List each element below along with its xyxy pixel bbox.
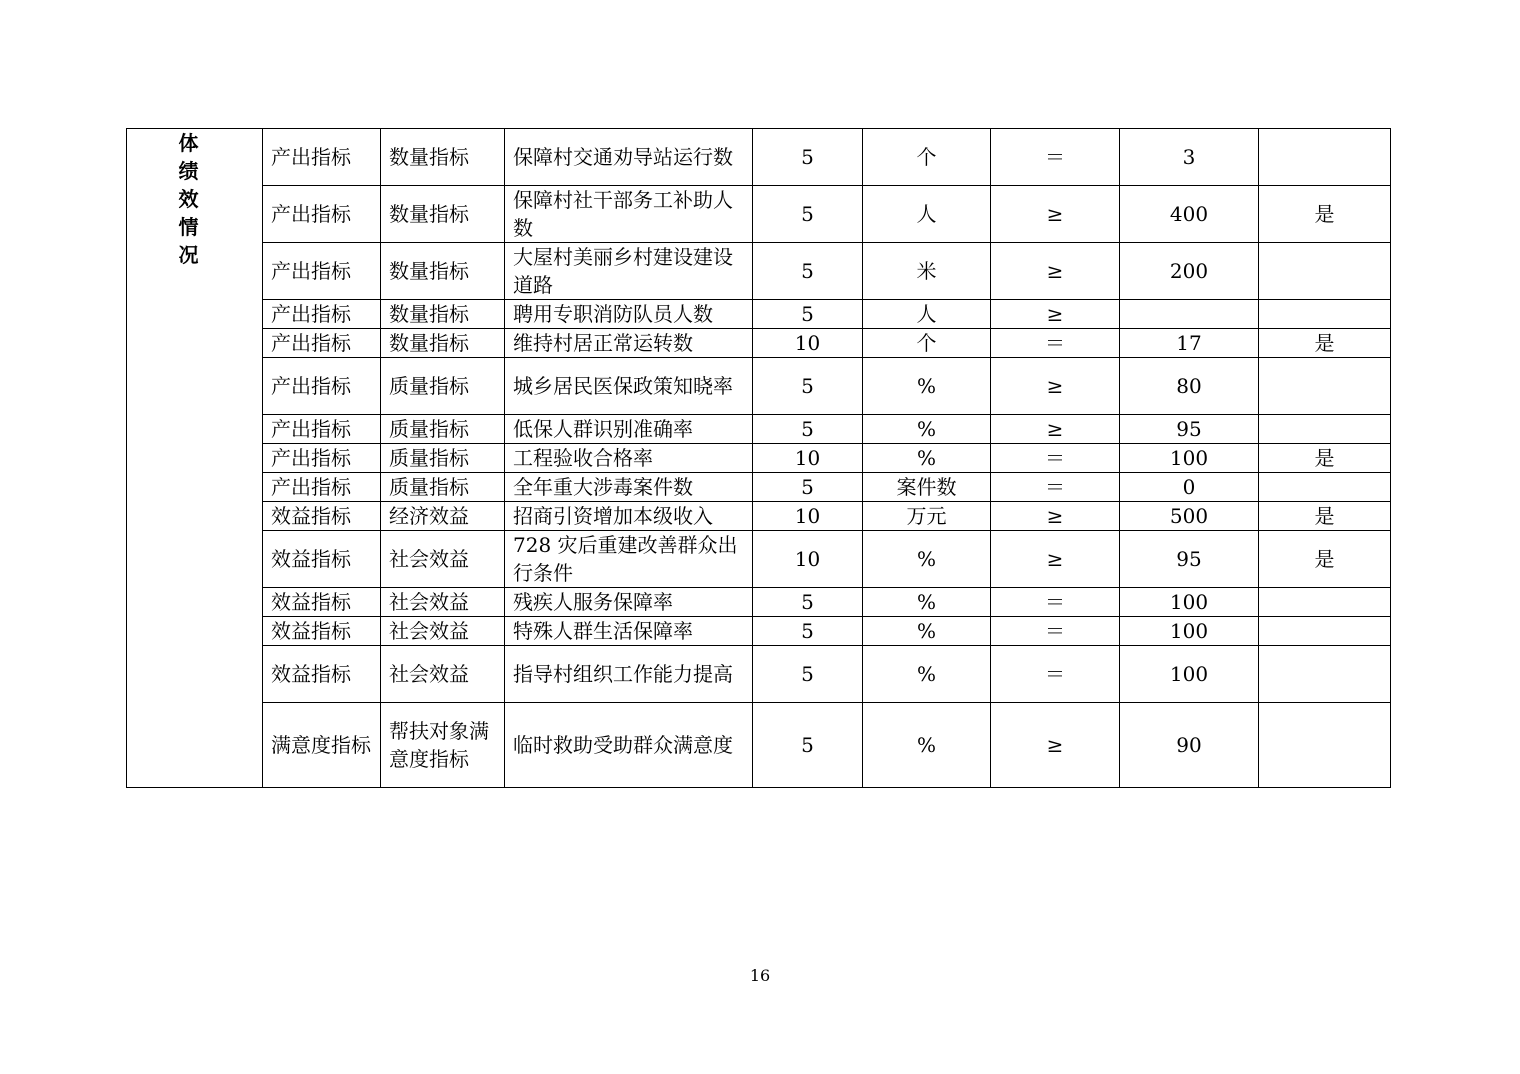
indicator-weight: 5 — [753, 588, 863, 617]
indicator-operator: ＝ — [991, 617, 1120, 646]
indicator-level1: 产出指标 — [263, 129, 381, 186]
indicator-weight: 10 — [753, 444, 863, 473]
indicator-target: 100 — [1120, 588, 1259, 617]
table-row — [127, 329, 1391, 358]
indicator-weight: 5 — [753, 415, 863, 444]
indicator-level2: 社会效益 — [381, 617, 505, 646]
indicator-level1: 满意度指标 — [263, 703, 381, 788]
indicator-level1: 产出指标 — [263, 415, 381, 444]
indicator-weight: 5 — [753, 129, 863, 186]
indicator-core-flag: 是 — [1259, 531, 1391, 588]
indicator-level2: 质量指标 — [381, 444, 505, 473]
indicator-level1: 产出指标 — [263, 473, 381, 502]
indicator-name: 招商引资增加本级收入 — [505, 502, 753, 531]
indicator-core-flag — [1259, 473, 1391, 502]
indicator-name: 特殊人群生活保障率 — [505, 617, 753, 646]
indicator-core-flag — [1259, 129, 1391, 186]
indicator-name: 临时救助受助群众满意度 — [505, 703, 753, 788]
indicator-level1: 效益指标 — [263, 502, 381, 531]
indicator-unit: % — [863, 703, 991, 788]
indicator-name: 指导村组织工作能力提高 — [505, 646, 753, 703]
indicator-level2: 社会效益 — [381, 588, 505, 617]
indicator-level2: 数量指标 — [381, 129, 505, 186]
table-row — [127, 531, 1391, 588]
indicator-name: 保障村交通劝导站运行数 — [505, 129, 753, 186]
indicator-core-flag — [1259, 703, 1391, 788]
indicator-core-flag — [1259, 243, 1391, 300]
indicator-operator: ＝ — [991, 473, 1120, 502]
indicator-unit: % — [863, 415, 991, 444]
indicator-level2: 帮扶对象满意度指标 — [381, 703, 505, 788]
indicator-level1: 效益指标 — [263, 646, 381, 703]
indicator-name: 维持村居正常运转数 — [505, 329, 753, 358]
indicator-weight: 10 — [753, 531, 863, 588]
indicator-target: 100 — [1120, 617, 1259, 646]
indicator-weight: 5 — [753, 243, 863, 300]
table-row — [127, 703, 1391, 788]
table-row — [127, 129, 1391, 186]
indicator-operator: ＝ — [991, 129, 1120, 186]
indicator-unit: 个 — [863, 129, 991, 186]
indicator-weight: 10 — [753, 502, 863, 531]
indicator-level1: 效益指标 — [263, 617, 381, 646]
indicator-core-flag: 是 — [1259, 186, 1391, 243]
indicator-weight: 5 — [753, 300, 863, 329]
indicator-level2: 经济效益 — [381, 502, 505, 531]
indicator-name: 保障村社干部务工补助人数 — [505, 186, 753, 243]
indicator-operator: ≥ — [991, 415, 1120, 444]
indicator-level2: 数量指标 — [381, 186, 505, 243]
section-label-cell — [127, 129, 263, 788]
table-row — [127, 300, 1391, 329]
indicator-operator: ≥ — [991, 502, 1120, 531]
table-row — [127, 358, 1391, 415]
indicator-core-flag — [1259, 300, 1391, 329]
indicator-name: 聘用专职消防队员人数 — [505, 300, 753, 329]
table-row — [127, 243, 1391, 300]
indicator-operator: ≥ — [991, 243, 1120, 300]
indicator-name: 大屋村美丽乡村建设建设道路 — [505, 243, 753, 300]
indicator-operator: ＝ — [991, 646, 1120, 703]
indicator-level2: 质量指标 — [381, 473, 505, 502]
indicator-operator: ＝ — [991, 329, 1120, 358]
indicator-target: 500 — [1120, 502, 1259, 531]
table-row — [127, 502, 1391, 531]
indicator-unit: 个 — [863, 329, 991, 358]
indicator-weight: 5 — [753, 473, 863, 502]
indicator-operator: ≥ — [991, 703, 1120, 788]
indicator-operator: ≥ — [991, 186, 1120, 243]
indicator-core-flag: 是 — [1259, 502, 1391, 531]
indicator-level2: 社会效益 — [381, 531, 505, 588]
indicator-unit: % — [863, 358, 991, 415]
indicator-unit: 人 — [863, 300, 991, 329]
indicator-target — [1120, 300, 1259, 329]
indicator-target: 100 — [1120, 444, 1259, 473]
indicator-unit: 万元 — [863, 502, 991, 531]
table-row — [127, 444, 1391, 473]
indicator-operator: ≥ — [991, 531, 1120, 588]
indicator-weight: 5 — [753, 646, 863, 703]
indicator-name: 低保人群识别准确率 — [505, 415, 753, 444]
indicator-level2: 社会效益 — [381, 646, 505, 703]
indicator-target: 95 — [1120, 415, 1259, 444]
indicator-weight: 5 — [753, 617, 863, 646]
indicator-level1: 效益指标 — [263, 588, 381, 617]
table-row — [127, 415, 1391, 444]
indicator-name: 728 灾后重建改善群众出行条件 — [505, 531, 753, 588]
indicator-target: 95 — [1120, 531, 1259, 588]
indicator-core-flag — [1259, 617, 1391, 646]
indicator-level1: 产出指标 — [263, 329, 381, 358]
indicator-level1: 产出指标 — [263, 444, 381, 473]
indicator-level2: 质量指标 — [381, 415, 505, 444]
indicator-name: 残疾人服务保障率 — [505, 588, 753, 617]
indicator-target: 100 — [1120, 646, 1259, 703]
indicator-level2: 质量指标 — [381, 358, 505, 415]
indicator-target: 400 — [1120, 186, 1259, 243]
indicator-level1: 产出指标 — [263, 358, 381, 415]
indicator-core-flag — [1259, 415, 1391, 444]
indicator-core-flag: 是 — [1259, 444, 1391, 473]
indicator-level2: 数量指标 — [381, 243, 505, 300]
table-row — [127, 646, 1391, 703]
page-number: 16 — [749, 966, 771, 985]
indicator-level1: 产出指标 — [263, 243, 381, 300]
indicator-unit: 案件数 — [863, 473, 991, 502]
indicator-core-flag — [1259, 358, 1391, 415]
indicator-level1: 效益指标 — [263, 531, 381, 588]
indicator-target: 17 — [1120, 329, 1259, 358]
indicator-unit: 人 — [863, 186, 991, 243]
indicator-weight: 5 — [753, 186, 863, 243]
indicator-target: 90 — [1120, 703, 1259, 788]
table-row — [127, 617, 1391, 646]
indicator-level2: 数量指标 — [381, 329, 505, 358]
indicator-weight: 10 — [753, 329, 863, 358]
table-body — [127, 129, 1391, 788]
indicator-operator: ＝ — [991, 588, 1120, 617]
indicator-target: 200 — [1120, 243, 1259, 300]
indicator-unit: 米 — [863, 243, 991, 300]
indicator-operator: ≥ — [991, 300, 1120, 329]
indicator-weight: 5 — [753, 703, 863, 788]
indicator-level1: 产出指标 — [263, 300, 381, 329]
indicator-target: 0 — [1120, 473, 1259, 502]
performance-indicator-table — [126, 128, 1391, 788]
table-row — [127, 186, 1391, 243]
indicator-name: 城乡居民医保政策知晓率 — [505, 358, 753, 415]
table-row — [127, 473, 1391, 502]
indicator-level1: 产出指标 — [263, 186, 381, 243]
indicator-unit: % — [863, 531, 991, 588]
indicator-core-flag: 是 — [1259, 329, 1391, 358]
indicator-unit: % — [863, 588, 991, 617]
indicator-unit: % — [863, 444, 991, 473]
table-row — [127, 588, 1391, 617]
indicator-core-flag — [1259, 646, 1391, 703]
section-label: 体绩效情况 — [178, 131, 199, 267]
indicator-weight: 5 — [753, 358, 863, 415]
indicator-core-flag — [1259, 588, 1391, 617]
indicator-unit: % — [863, 617, 991, 646]
indicator-name: 工程验收合格率 — [505, 444, 753, 473]
indicator-target: 80 — [1120, 358, 1259, 415]
indicator-name: 全年重大涉毒案件数 — [505, 473, 753, 502]
indicator-operator: ≥ — [991, 358, 1120, 415]
indicator-operator: ＝ — [991, 444, 1120, 473]
indicator-target: 3 — [1120, 129, 1259, 186]
indicator-level2: 数量指标 — [381, 300, 505, 329]
indicator-unit: % — [863, 646, 991, 703]
